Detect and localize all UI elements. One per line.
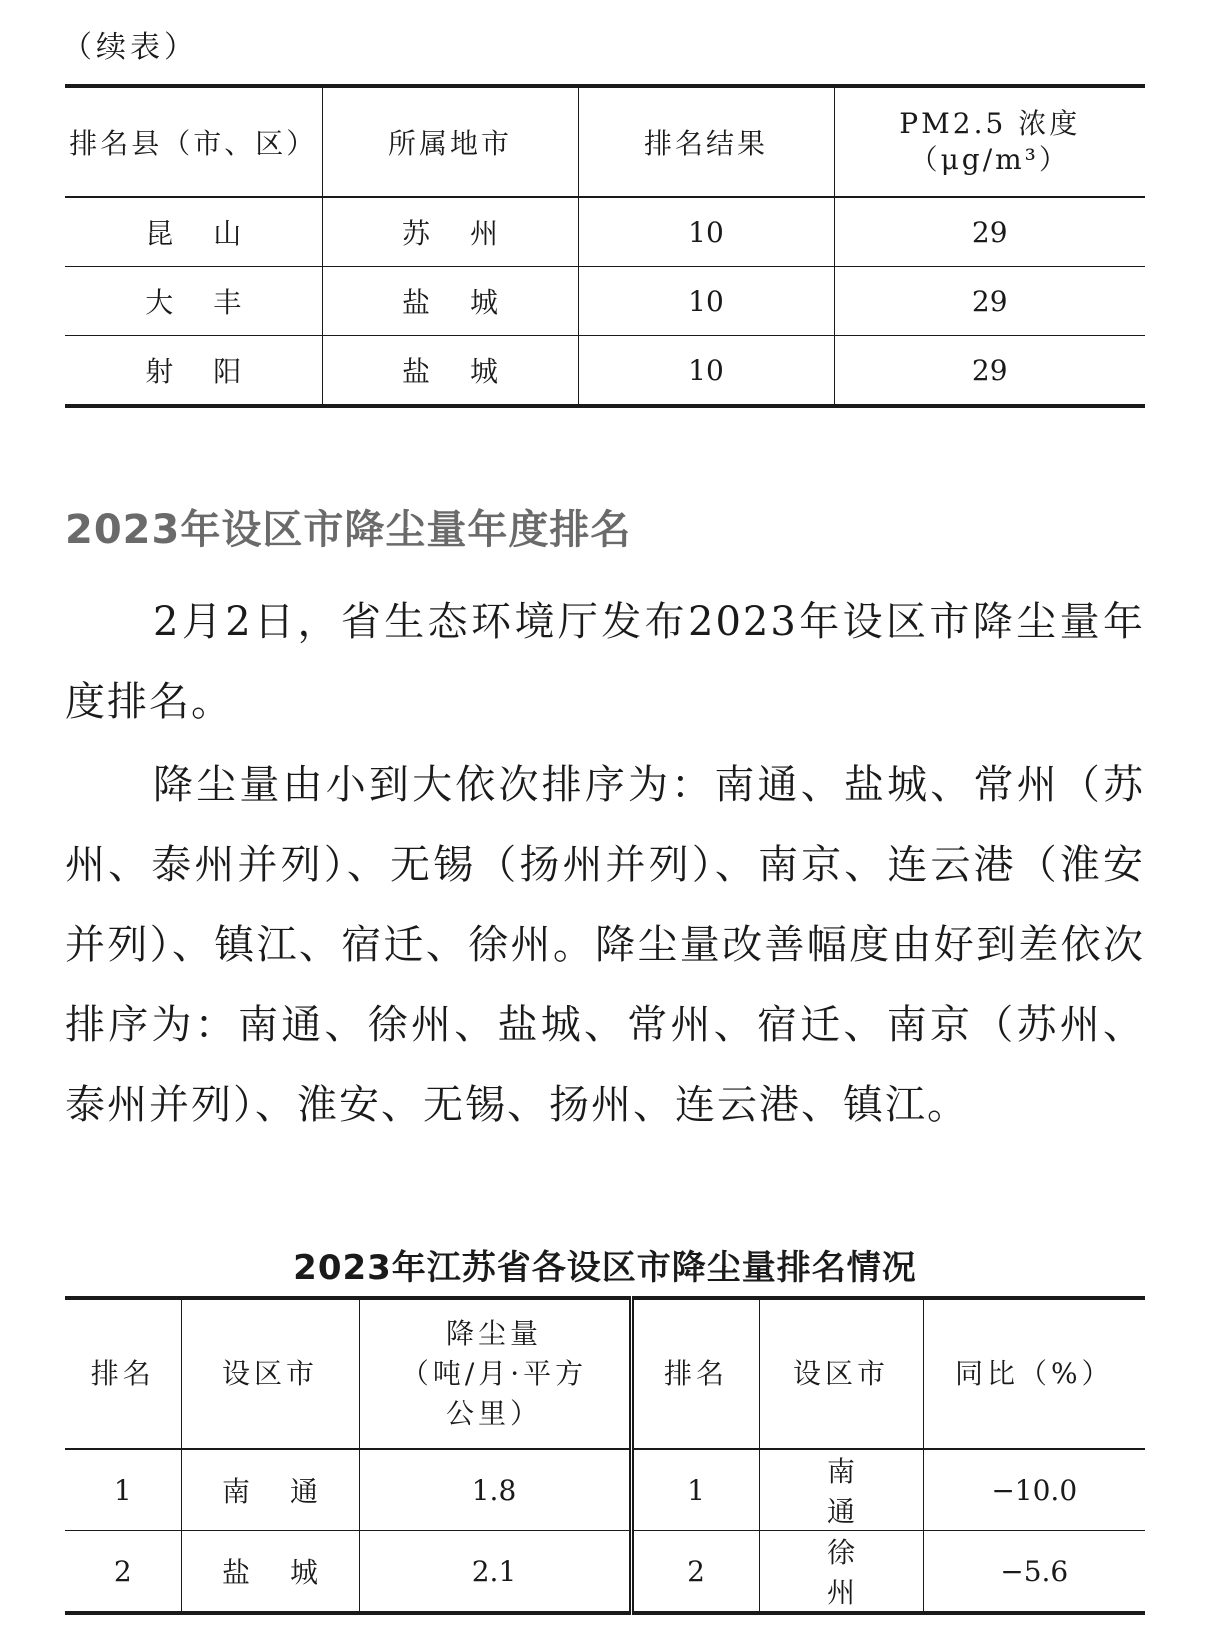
header-pm25 (834, 86, 1145, 197)
cell-dustfall: 1.8 (359, 1449, 631, 1531)
header-city: 所属地市 (322, 86, 578, 197)
header-dustfall-line2: （吨/月·平方 (400, 1357, 588, 1390)
header-yoy: 同比（%） (923, 1298, 1145, 1449)
cell-rank-left: 1 (65, 1449, 181, 1531)
table-header-row (65, 1298, 1145, 1449)
header-county: 排名县（市、区） (65, 86, 322, 197)
table-row (65, 1531, 1145, 1614)
cell-rank-left: 2 (113, 1554, 132, 1588)
cell-county: 大丰 (65, 267, 322, 336)
cell-yoy: −10.0 (923, 1449, 1145, 1531)
cell-city: 盐城 (322, 336, 578, 407)
cell-rank-right: 1 (631, 1449, 759, 1531)
cell-yoy: −5.6 (923, 1531, 1145, 1614)
header-city-left: 设区市 (181, 1298, 359, 1449)
cell-county: 射阳 (145, 355, 282, 388)
header-dustfall-line3: 公里） (445, 1397, 542, 1430)
cell-city-right: 南通 (759, 1449, 923, 1531)
cell-dustfall: 2.1 (359, 1531, 631, 1614)
header-rank-left: 排名 (65, 1298, 181, 1449)
cell-city: 盐城 (322, 267, 578, 336)
cell-city: 苏州 (322, 197, 578, 267)
paragraph-ranking: 降尘量由小到大依次排序为：南通、盐城、常州（苏州、泰州并列）、无锡（扬州并列）、南京、连云港（淮安并列）、镇江、宿迁、徐州。降尘量改善幅度由好到差依次排序为：南通、徐州、盐城、常州、宿迁、南京（苏州、泰州并列）、淮安、无锡、扬州、连云港、镇江。 (65, 762, 1145, 1128)
header-pm25-line2: （μg/m³） (909, 143, 1070, 176)
cell-rank: 10 (578, 336, 834, 407)
header-city-right: 设区市 (759, 1298, 923, 1449)
section-title: 2023年设区市降尘量年度排名 (65, 507, 632, 553)
table-row (65, 197, 1145, 267)
paragraph-intro: 2月2日，省生态环境厅发布2023年设区市降尘量年度排名。 (65, 599, 1145, 725)
cell-pm25: 29 (834, 336, 1145, 407)
header-rank: 排名结果 (578, 86, 834, 197)
table-row (65, 267, 1145, 336)
cell-rank: 10 (578, 197, 834, 267)
header-dustfall (359, 1298, 631, 1449)
dust-ranking-table (65, 1296, 1145, 1615)
header-dustfall-line1: 降尘量 (445, 1317, 542, 1350)
continued-label: （续表） (62, 30, 198, 65)
header-rank-right: 排名 (631, 1298, 759, 1449)
cell-rank-right: 2 (631, 1531, 759, 1614)
cell-pm25: 29 (834, 267, 1145, 336)
table-row (65, 1449, 1145, 1531)
cell-rank: 10 (578, 267, 834, 336)
cell-city-right: 徐州 (759, 1531, 923, 1614)
table-row (65, 336, 1145, 407)
cell-city-left: 盐城 (181, 1531, 359, 1614)
header-pm25-line1: PM2.5 浓度 (899, 107, 1081, 140)
cell-city-left: 南通 (181, 1449, 359, 1531)
pm25-ranking-table (65, 84, 1145, 408)
table-caption: 2023年江苏省各设区市降尘量排名情况 (293, 1248, 917, 1288)
table-header-row (65, 86, 1145, 197)
cell-pm25: 29 (834, 197, 1145, 267)
cell-county: 昆山 (65, 197, 322, 267)
